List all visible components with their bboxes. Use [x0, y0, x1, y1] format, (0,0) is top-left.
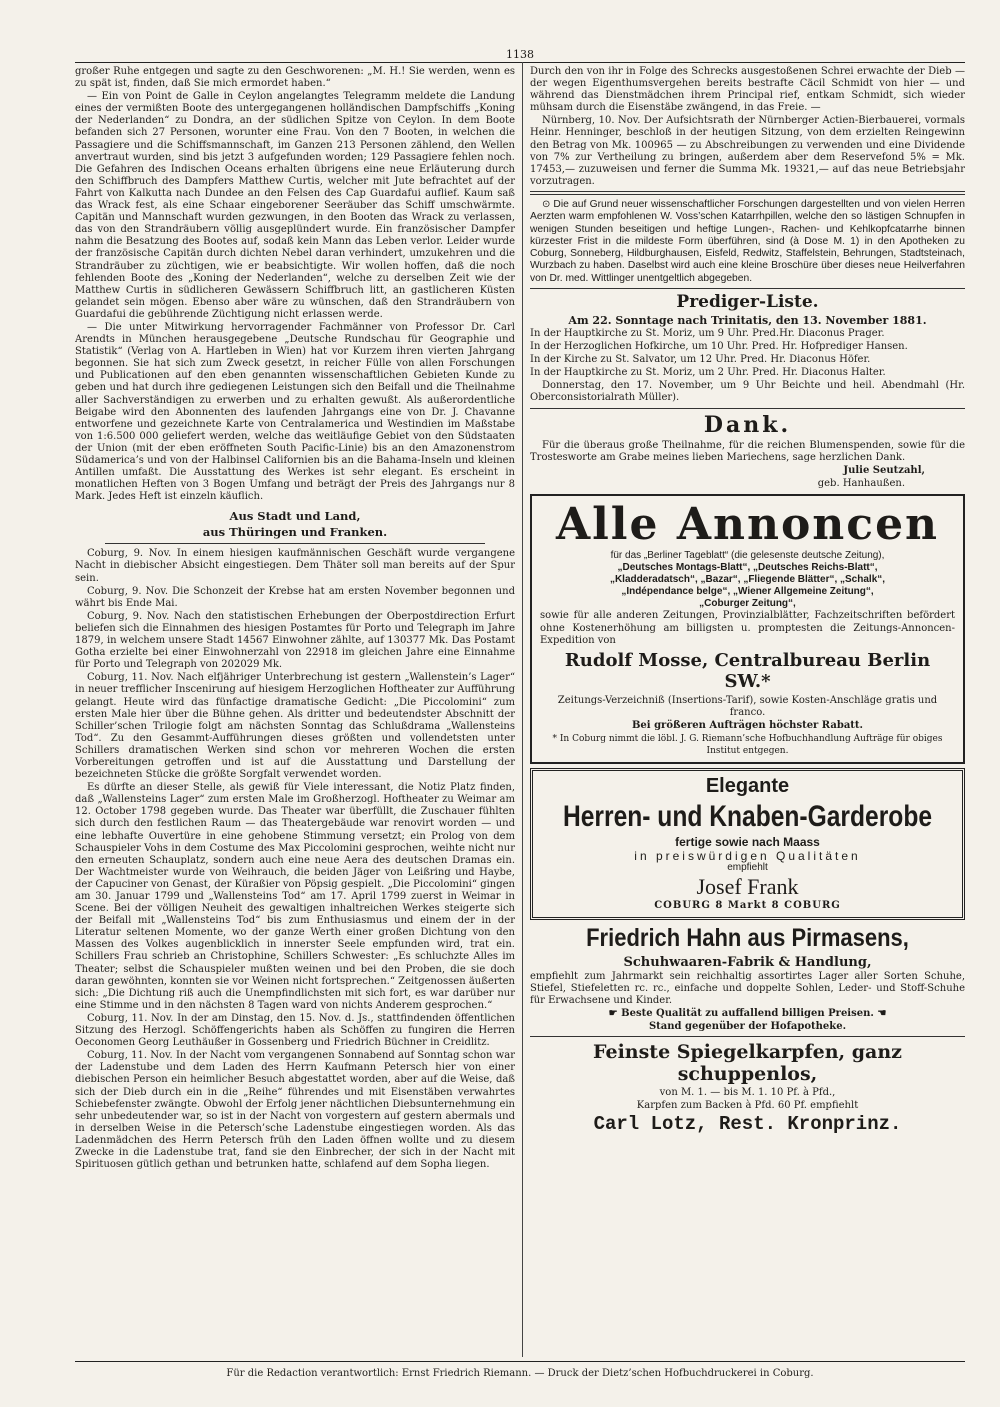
dank-text: Für die überaus große Theilnahme, für die reichen Blumenspenden, sowie für die Trostesworte am Grabe meines lieben Mariechens, sage herzlichen Dank.	[530, 439, 965, 463]
frank-preis: in preiswürdigen Qualitäten	[634, 849, 861, 864]
hahn-stand: Stand gegenüber der Hofapotheke.	[648, 1020, 847, 1032]
column-divider	[522, 62, 523, 1357]
article-paragraph: Coburg, 9. Nov. In einem hiesigen kaufmännischen Geschäft wurde vergangene Nacht in diebischer Absicht eingestiegen. Dem Thäter soll man bereits auf der Spur sein.	[75, 548, 515, 584]
imprint-footer: Für die Redaction verantwortlich: Ernst Friedrich Riemann. — Druck der Dietz’schen Hofbuchdruckerei in Coburg.	[75, 1361, 965, 1379]
annoncen-text: sowie für alle anderen Zeitungen, Provinzialblätter, Fachzeitschriften befördert ohne Kostenerhöhung am billigsten u. promptesten die Zeitungs-Annoncen-Expedition von	[540, 610, 955, 646]
annoncen-papers: „Kladderadatsch“, „Bazar“, „Fliegende Blätter“, „Schalk“,	[609, 574, 886, 586]
karpfen-title: Feinste Spiegelkarpfen, ganz schuppenlos,	[593, 1041, 902, 1086]
rule	[530, 288, 965, 289]
voss-text: Die auf Grund neuer wissenschaftlicher Forschungen dargestellten und von vielen Herren Aerzten warm empfohlenen W. Voss’schen Katarrhpillen, welche den so lästigen Schnupfen in wenigen Stunden beseitigen und heftige Lungen-, Rachen- und Kehlkopfcatarrhe binnen kürzester Frist in die mildeste Form überführen, sind (à Dose M. 1) in den Apotheken zu Coburg, Sonneberg, Hildburghausen, Eisfeld, Redwitz, Staffelstein, Behrungen, Stadtsteinach, Wurzbach zu haben. Daselbst wird auch eine kleine Broschüre über dieses neue Heilverfahren von Dr. med. Wittlinger unentgeltlich abgegeben.	[530, 198, 965, 284]
frank-herren: Herren- und Knaben-Garderobe	[562, 800, 933, 834]
karpfen-seller: Carl Lotz, Rest. Kronprinz.	[593, 1113, 902, 1136]
left-column	[75, 66, 515, 1357]
voss-advertisement	[530, 199, 965, 285]
annoncen-papers: „Indépendance belge“, „Wiener Allgemeine Zeitung“,	[621, 586, 874, 598]
frank-elegante: Elegante	[705, 775, 790, 798]
article-paragraph: Nürnberg, 10. Nov. Der Aufsichtsrath der Nürnberger Actien-Bierbauerei, vormals Heinr. Henninger, beschloß in der heutigen Sitzung, von dem erzielten Reingewinn den Betrag von Mk. 100965 — zu Abschreibungen zu verwenden und eine Dividende von 7% zur Vertheilung zu bringen, außerdem aber dem Reservefond 5% = Mk. 17453,— zuzuweisen und ferner die Summa Mk. 19321,— auf das neue Betriebsjahr vorzutragen.	[530, 115, 965, 187]
frank-empf: empfiehlt	[727, 862, 768, 874]
karpfen-price: Karpfen zum Backen à Pfd. 60 Pf. empfiehlt	[636, 1100, 859, 1112]
annoncen-papers: „Deutsches Montags-Blatt“, „Deutsches Reichs-Blatt“,	[617, 562, 878, 574]
article-paragraph: Coburg, 11. Nov. In der Nacht vom vergangenen Sonnabend auf Sonntag schon war der Ladenstube und dem Laden des Herrn Kaufmann Petersch hier von einer diebischen Person ein heimlicher Besuch abgestattet worden, aber auf die Weise, daß sich der Dieb durch ein in die „Reihe“ führendes und mit Eisenstäben verwahrtes Schiebefenster zwängte. Obwohl der Erfolg jener nächtlichen Diebsunternehmung ein sehr unbedeutender war, so ist in der Nacht von vorgestern auf gestern abermals und in derselben Weise in die Petersch’sche Ladenstube eingestiegen worden. Als das Ladenmädchen des Herrn Petersch früh den Laden öffnen wollte und zu diesem Zwecke in die Ladenstube trat, fand sie den Einbrecher, der sich in der Nacht mit Spirituosen gütlich gethan und betrunken hatte, schlafend auf dem Sopha liegen.	[75, 1050, 515, 1171]
article-paragraph: — Ein von Point de Galle in Ceylon angelangtes Telegramm meldete die Landung eines der vermißten Boote des untergegangenen holländischen Dampfschiffs „Koning der Nederlanden“ zu Dondra, an der südlichen Spitze von Ceylon. In dem Boote befanden sich 27 Personen, worunter eine Frau. Von den 7 Booten, in welchen die Passagiere und die Schiffsmannschaft, im Ganzen 213 Personen zählend, den Wellen anvertraut wurden, sind bis jetzt 3 aufgefunden worden; 129 Passagiere fehlen noch. Die Gefahren des Indischen Oceans erhalten übrigens eine neue Erläuterung durch den Schiffbruch des Dampfers Matthew Curtis, welcher mit Jute befrachtet auf der Fahrt von Kalkutta nach Dundee an den Felsen des Cap Guardafui auflief. Kaum saß das Wrack fest, als eine Schaar eingeborener Seeräuber das Schiff umschwärmte. Capitän und Mannschaft wurden gezwungen, in den Booten das Wrack zu verlassen, das von den Strandräubern völlig ausgeplündert wurde. Ein französischer Dampfer nahm die Besatzung des Bootes auf, sodaß kein Mann das Leben verlor. Leider wurde der französische Capitän durch dichten Nebel daran verhindert, umzukehren und die Strandräuber zu züchtigen, wie er beabsichtigte. Wir wollen hoffen, daß die noch fehlenden Boote des „Koning der Nederlanden“, welche zu derselben Zeit wie der Matthew Curtis in südlicheren Gewässern Schiffbruch litt, an gastlicheren Küsten gelandet sein mögen. Ebenso aber wäre zu wünschen, daß den Strandräubern von Guardafui die gebührende Züchtigung nicht erlassen werde.	[75, 91, 515, 320]
article-paragraph: großer Ruhe entgegen und sagte zu den Geschworenen: „M. H.! Sie werden, wenn es zu spät ist, finden, daß Sie mich ermordet haben.“	[75, 66, 515, 90]
annoncen-firm: Rudolf Mosse, Centralbureau Berlin SW.*	[564, 649, 931, 692]
rule	[530, 408, 965, 409]
section-subtitle: aus Thüringen und Franken.	[202, 525, 388, 540]
annoncen-papers: „Coburger Zeitung“,	[699, 598, 796, 610]
section-title: Aus Stadt und Land,	[229, 509, 361, 524]
newspaper-page	[75, 48, 965, 1383]
rule	[530, 1036, 965, 1037]
rule	[530, 194, 965, 195]
article-paragraph: Coburg, 11. Nov. Nach elfjähriger Unterbrechung ist gestern „Wallenstein’s Lager“ in neuer trefflicher Inscenirung auf hiesigem Herzoglichen Hoftheater zur Aufführung gelangt. Heute wird das fünfactige dramatische Gedicht: „Die Piccolomini“ zum ersten Male hier über die Bühne gehen. Als dritter und bedeutendster Abschnitt der Schiller’schen Trilogie folgt am nächsten Sonntag das Schlußdrama „Wallensteins Tod“. Zu den Gesammt-Aufführungen dieses größten und vollendetsten unter Schillers dramatischen Werken sind schon vor mehreren Wochen die ersten Vorbereitungen getroffen und ist auf die Ausstattung und Darstellung der bezeichneten Stücke die größte Sorgfalt verwendet worden.	[75, 672, 515, 781]
article-paragraph: Coburg, 9. Nov. Die Schonzeit der Krebse hat am ersten November begonnen und währt bis Ende Mai.	[75, 585, 515, 609]
top-rule	[75, 62, 965, 63]
prediger-title: Prediger-Liste.	[676, 292, 819, 313]
clock-icon: ⊙	[542, 198, 551, 210]
pointing-hand-icon: ☚	[873, 1007, 887, 1019]
dank-title: Dank.	[703, 411, 792, 438]
annoncen-for: für das „Berliner Tageblatt“ (die gelesenste deutsche Zeitung),	[610, 549, 885, 561]
prediger-line: In der Hauptkirche zu St. Moriz, um 9 Uhr. Pred.Hr. Diaconus Prager.	[530, 328, 885, 340]
prediger-line: Donnerstag, den 17. November, um 9 Uhr Beichte und heil. Abendmahl (Hr. Oberconsistorialrath Müller).	[530, 380, 965, 404]
karpfen-price: von M. 1. — bis M. 1. 10 Pf. à Pfd.,	[659, 1087, 836, 1099]
article-paragraph: Durch den von ihr in Folge des Schrecks ausgestoßenen Schrei erwachte der Dieb — der wegen Eigenthumsvergehen bereits bestrafte Cäcil Schmidt von hier — und während das Dienstmädchen ihrem Principal rief, entkam Schmidt, sich wieder mühsam durch die Eisenstäbe zwängend, in das Freie. —	[530, 66, 965, 114]
page-number: 1138	[506, 48, 534, 61]
prediger-line: In der Kirche zu St. Salvator, um 12 Uhr. Pred. Hr. Diaconus Höfer.	[530, 354, 871, 366]
rule	[530, 191, 965, 192]
dank-signature-sub: geb. Hanhaußen.	[817, 477, 905, 489]
frank-advertisement	[530, 768, 965, 919]
annoncen-rabatt: Bei größeren Aufträgen höchster Rabatt.	[631, 719, 864, 731]
hahn-subtitle: Schuhwaaren-Fabrik & Handlung,	[623, 954, 872, 970]
hahn-title: Friedrich Hahn aus Pirmasens,	[586, 923, 909, 952]
annoncen-title: Alle Annoncen	[555, 498, 940, 550]
annoncen-note: * In Coburg nimmt die löbl. J. G. Riemann’sche Hofbuchhandlung Aufträge für obiges Institut entgegen.	[552, 733, 943, 757]
right-column	[530, 66, 965, 1357]
annoncen-advertisement	[530, 494, 965, 764]
frank-address: COBURG 8 Markt 8 COBURG	[654, 900, 841, 912]
dank-signature: Julie Seutzahl,	[843, 464, 925, 476]
hahn-quality: ☛ Beste Qualität zu auffallend billigen Preisen. ☚	[608, 1007, 887, 1019]
article-paragraph: Coburg, 9. Nov. Nach den statistischen Erhebungen der Oberpostdirection Erfurt beliefen sich die Einnahmen des hiesigen Postamtes für Porto und Telegraph im Jahre 1879, in welchem unsere Stadt 14567 Einwohner zählte, auf 130377 Mk. Das Postamt Gotha erzielte bei einer Einwohnerzahl von 22918 im gleichen Jahre eine Einnahme für Porto und Telegraph von 202029 Mk.	[75, 610, 515, 671]
article-paragraph: Es dürfte an dieser Stelle, als gewiß für Viele interessant, die Notiz Platz finden, daß „Wallensteins Lager“ zum ersten Male im Großherzogl. Hoftheater zu Weimar am 12. October 1798 gegeben wurde. Das Theater war überfüllt, die Zuschauer fühlten sich durch den festlichen Raum — das Theatergebäude war renovirt worden — und eine lebhafte Ouvertüre in eine gehobene Stimmung versetzt; ein Prolog von dem Schauspieler Vohs in dem Costume des Max Piccolomini gesprochen, weihte nicht nur den erneuten Schauplatz, sondern auch eine neue Aera des deutschen Dramas ein. Der Wachtmeister wurde von Weihrauch, die beiden Jäger von Leißring und Haybe, der Capuciner von Genast, der Küraßier von Pöpsig gespielt. „Die Piccolomini“ gingen am 30. Januar 1799 und „Wallensteins Tod“ am 17. April 1799 zuerst in Weimar in Scene. Bei der völligen Neuheit des gewaltigen inhaltreichen Werkes steigerte sich der Beifall mit „Wallensteins Tod“ bis zum Enthusiasmus und einem der in der Literatur seltenen Momente, wo der ganze Werth einer großen Dichtung von den Massen des Volkes augenblicklich in innerster Seele empfunden wird, trat ein. Schillers Frau schrieb an Christophine, Schillers Schwester: „Es schluchzte Alles im Theater; selbst die Schauspieler mußten weinen und bei den Proben, die sie doch daran gewöhnten, konnten sie vor Weinen nicht fortsprechen.“ Zeitgenossen äußerten sich: „Die Dichtung riß auch die Unempfindlichsten mit sich fort, es war darüber nur eine Stimme und in den nächsten 8 Tagen ward von nichts Anderem gesprochen.“	[75, 782, 515, 1011]
frank-name: Josef Frank	[696, 874, 799, 900]
hahn-text: empfiehlt zum Jahrmarkt sein reichhaltig assortirtes Lager aller Sorten Schuhe, Stiefel, Stiefeletten rc. rc., einfache und doppelte Sohlen, Leder- und Stoff-Schuhe für Erwachsene und Kinder.	[530, 970, 965, 1006]
frank-fertige: fertige sowie nach Maass	[675, 835, 820, 850]
prediger-date: Am 22. Sonntage nach Trinitatis, den 13. November 1881.	[568, 314, 927, 328]
article-paragraph: Coburg, 11. Nov. In der am Dinstag, den 15. Nov. d. Js., stattfindenden öffentlichen Sitzung des Herzogl. Schöffengerichts haben als Schöffen zu fungiren die Herren Oeconomen Georg Leuthäußer in Gossenberg und Friedrich Büchner in Creidlitz.	[75, 1012, 515, 1049]
prediger-line: In der Hauptkirche zu St. Moriz, um 2 Uhr. Pred. Hr. Diaconus Halter.	[530, 367, 886, 379]
section-rule	[105, 543, 485, 544]
pointing-hand-icon: ☛	[608, 1007, 622, 1019]
annoncen-tarif: Zeitungs-Verzeichniß (Insertions-Tarif), sowie Kosten-Anschläge gratis und franco.	[557, 694, 938, 718]
article-paragraph: — Die unter Mitwirkung hervorragender Fachmänner von Professor Dr. Carl Arendts in München herausgegebene „Deutsche Rundschau für Geographie und Statistik“ (Verlag von A. Hartleben in Wien) hat vor Kurzem ihren vierten Jahrgang begonnen. Sie hat sich zum Zweck gesetzt, in reicher Fülle von allen Forschungen und Publicationen auf den eben genannten wissenschaftlichen Gebieten Kunde zu geben und hat durch ihre gediegenen Leistungen sich den Beifall und die Theilnahme aller Sachverständigen zu erwerben und zu erhalten gewußt. Als außerordentliche Beigabe wird den Abonnenten des laufenden Jahrgangs eine von Dr. J. Chavanne entworfene und gezeichnete Karte von Centralamerica und Westindien im Maßstabe von 1:6.500 000 geliefert werden, welche das weitläufige Gebiet von den Südstaaten der Union (mit der eben eröffneten South Pacific-Linie) bis an den Amazonenstrom Südamerica’s und von der Halbinsel Californien bis an die Bahama-Inseln und kleinen Antillen umfaßt. Die Ausstattung des Werkes ist sehr elegant. Es erscheint in monatlichen Heften von 3 Bogen Umfang und beträgt der Preis des Jahrgangs nur 8 Mark. Jedes Heft ist einzeln käuflich.	[75, 321, 515, 503]
prediger-line: In der Herzoglichen Hofkirche, um 10 Uhr. Pred. Hr. Hofprediger Hansen.	[530, 341, 908, 353]
